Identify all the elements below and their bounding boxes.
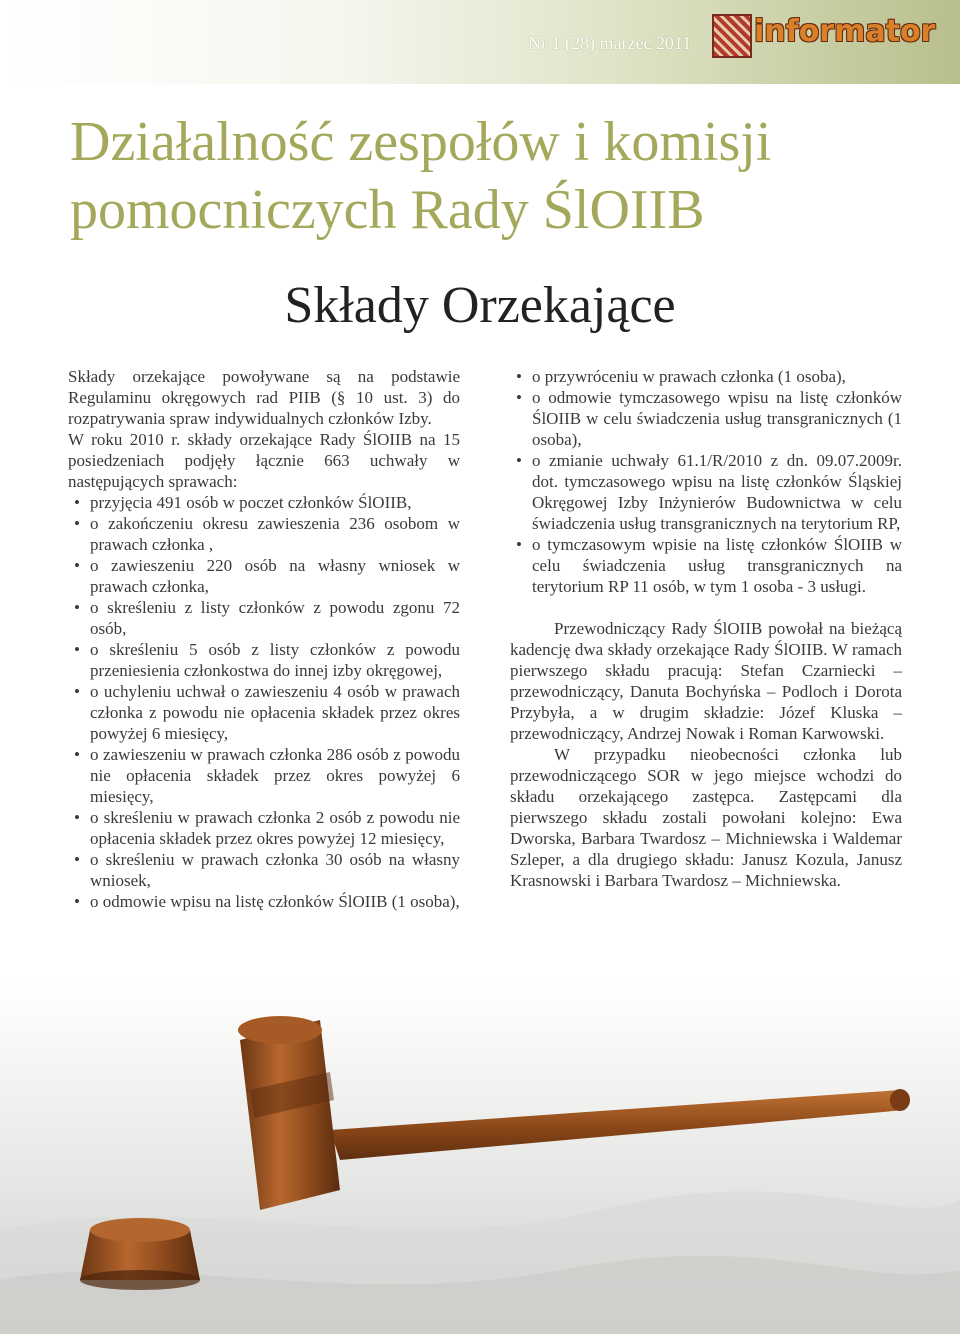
logo-text: informator: [754, 14, 936, 49]
magazine-logo-icon: [712, 14, 752, 58]
header-bar: [0, 0, 960, 84]
gavel-handle-end: [890, 1089, 910, 1111]
list-item: • o odmowie wpisu na listę członków ŚlOIIB (1 osoba),: [68, 891, 460, 912]
list-item: • o przywróceniu w prawach członka (1 osoba),: [510, 366, 902, 387]
sound-block-top: [90, 1218, 190, 1242]
intro-paragraph: Składy orzekające powoływane są na podstawie Regulaminu okręgowych rad PIIB (§ 10 ust. 3) do rozpatrywania spraw indywidualnych członków Izby.: [68, 367, 460, 428]
list-item: • o zawieszeniu w prawach członka 286 osób z powodu nie opłacenia składek przez okres powyżej 6 miesięcy,: [68, 744, 460, 807]
composition-paragraph: Przewodniczący Rady ŚlOIIB powołał na bieżącą kadencję dwa składy orzekające Rady ŚlOIIB. W ramach pierwszego składu pracują: Stefan Czarniecki – przewodniczący, Danuta Bochyńska – Podloch i Dorota Przybyła, a w drugim składzie: Józef Kluska – przewodniczący, Andrzej Nowak i Roman Karwowski.: [510, 619, 902, 743]
list-item: • o odmowie tymczasowego wpisu na listę członków ŚlOIIB w celu świadczenia usług transgranicznych (1 osoba),: [510, 387, 902, 450]
list-item: • o zmianie uchwały 61.1/R/2010 z dn. 09.07.2009r. dot. tymczasowego wpisu na listę członków Śląskiej Okręgowej Izby Inżynierów Budownictwa w celu świadczenia usług transgranicznych na terytorium RP,: [510, 450, 902, 534]
left-resolution-list: [68, 492, 460, 912]
list-item: • o uchyleniu uchwał o zawieszeniu 4 osób w prawach członka z powodu nie opłacenia składek przez okres powyżej 6 miesięcy,: [68, 681, 460, 744]
list-item: • o zakończeniu okresu zawieszenia 236 osobom w prawach członka ,: [68, 513, 460, 555]
section-title: Składy Orzekające: [284, 277, 676, 334]
page-title-line-1: Działalność zespołów i komisji: [70, 111, 772, 173]
list-item: • o skreśleniu z listy członków z powodu zgonu 72 osób,: [68, 597, 460, 639]
gavel-svg: [0, 980, 960, 1334]
gavel-head-top: [238, 1016, 322, 1044]
summary-paragraph: W roku 2010 r. składy orzekające Rady ŚlOIIB na 15 posiedzeniach podjęły łącznie 663 uchwały w następujących sprawach:: [68, 430, 460, 491]
sound-block-base: [80, 1270, 200, 1290]
right-resolution-list: [510, 366, 902, 597]
substitutes-paragraph: W przypadku nieobecności członka lub przewodniczącego SOR w jego miejsce wchodzi do składu orzekającego zastępca. Zastępcami dla pierwszego składu zostali powołani kolejno: Ewa Dworska, Barbara Twardosz – Michniewska i Waldemar Szleper, a dla drugiego składu: Janusz Kozula, Janusz Krasnowski i Barbara Twardosz – Michniewska.: [510, 745, 902, 890]
list-item: • przyjęcia 491 osób w poczet członków ŚlOIIB,: [68, 492, 460, 513]
list-item: • o skreśleniu w prawach członka 30 osób na własny wniosek,: [68, 849, 460, 891]
list-item: • o skreśleniu 5 osób z listy członków z powodu przeniesienia członkostwa do innej izby okręgowej,: [68, 639, 460, 681]
page-title-line-2: pomocniczych Rady ŚlOIIB: [70, 179, 705, 241]
spacer: [510, 597, 902, 618]
left-column: [68, 366, 460, 912]
page-title: [70, 108, 930, 244]
gavel-illustration: [0, 980, 960, 1334]
list-item: • o skreśleniu w prawach członka 2 osób z powodu nie opłacenia składek przez okres powyżej 12 miesięcy,: [68, 807, 460, 849]
right-column: [510, 366, 902, 891]
issue-label: Nr 1 (28) marzec 2011: [528, 33, 692, 53]
list-item: • o tymczasowym wpisie na listę członków ŚlOIIB w celu świadczenia usług transgranicznych na terytorium RP 11 osób, w tym 1 osoba - 3 usługi.: [510, 534, 902, 597]
magazine-logo: [712, 14, 936, 56]
list-item: • o zawieszeniu 220 osób na własny wniosek w prawach członka,: [68, 555, 460, 597]
